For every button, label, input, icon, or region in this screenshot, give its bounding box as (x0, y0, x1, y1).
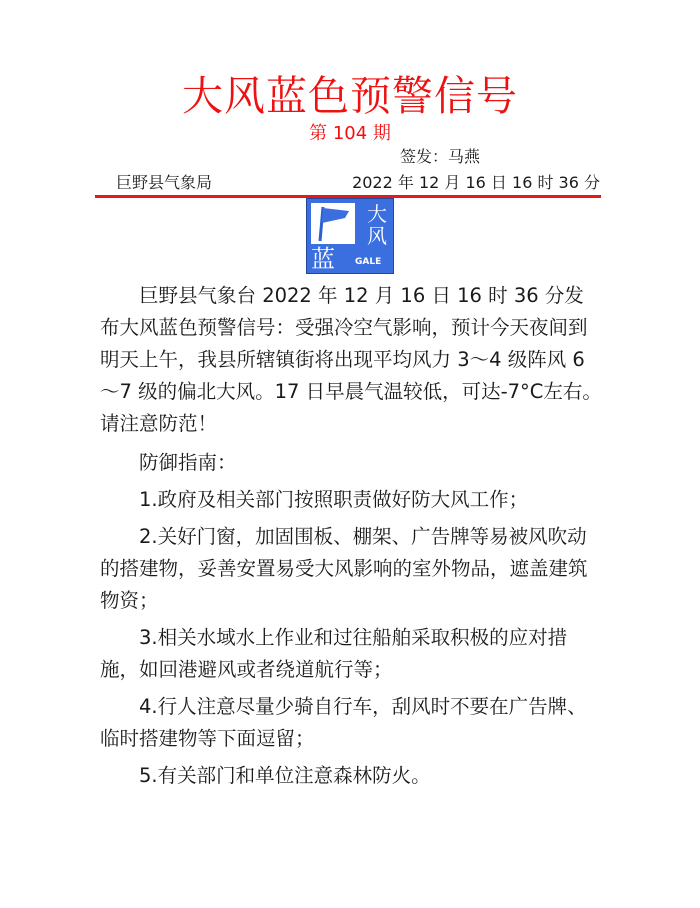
guide-item: 5.有关部门和单位注意森林防火。 (139, 764, 431, 787)
gale-flag-icon (311, 203, 355, 244)
signal-gale-label: GALE (355, 257, 382, 267)
defense-guide (100, 447, 603, 797)
warning-intro: 巨野县气象台 2022 年 12 月 16 日 16 时 36 分发布大风蓝色预警信号：受强冷空气影响，预计今天夜间到明天上午，我县所辖镇街将出现平均风力 3～4 级阵风 6～7 级的偏北大风。17 日早晨气温较低，可达-7°C左右。请注意防范！ (100, 284, 602, 435)
gale-blue-signal-icon (306, 198, 394, 274)
guide-item: 4.行人注意尽量少骑自行车，刮风时不要在广告牌、临时搭建物等下面逗留； (100, 695, 587, 750)
issue-number: 第 104 期 (309, 123, 391, 144)
guide-heading: 防御指南： (139, 451, 237, 474)
guide-item: 2.关好门窗，加固围板、棚架、广告牌等易被风吹动的搭建物，妥善安置易受大风影响的室外物品，遮盖建筑物资； (100, 525, 588, 612)
page-title: 大风蓝色预警信号 (182, 72, 518, 120)
signer: 签发：马燕 (400, 147, 481, 166)
issue-datetime: 2022 年 12 月 16 日 16 时 36 分 (352, 173, 600, 192)
signal-char-da: 大 (367, 202, 387, 226)
guide-item: 3.相关水域水上作业和过往船舶采取积极的应对措施，如回港避风或者绕道航行等； (100, 626, 568, 681)
warning-body (100, 280, 603, 440)
guide-item: 1.政府及相关部门按照职责做好防大风工作； (139, 488, 529, 511)
signal-char-feng: 风 (367, 224, 387, 248)
issuing-org: 巨野县气象局 (116, 173, 213, 192)
signal-char-lan: 蓝 (311, 245, 335, 273)
